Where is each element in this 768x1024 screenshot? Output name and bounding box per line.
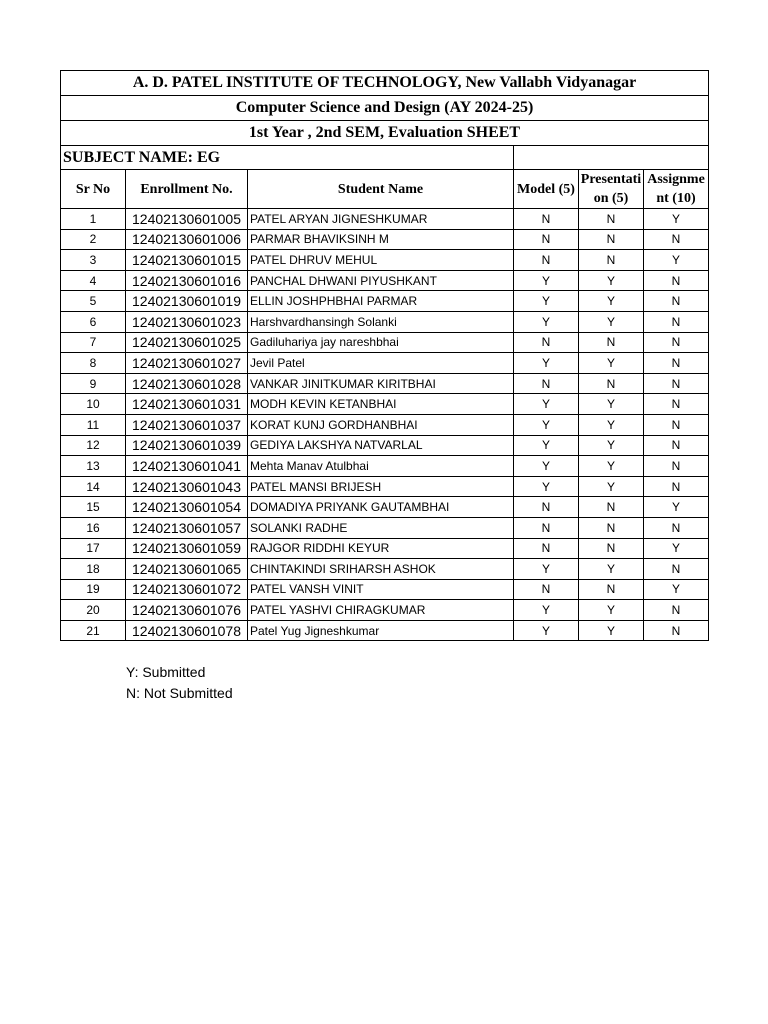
enrollment-cell: 12402130601019	[126, 291, 248, 312]
presentation-cell: Y	[579, 291, 644, 312]
presentation-cell: Y	[579, 394, 644, 415]
student-name-cell: PATEL MANSI BRIJESH	[248, 476, 514, 497]
column-header-enrollment: Enrollment No.	[126, 170, 248, 209]
column-header-name: Student Name	[248, 170, 514, 209]
student-name-cell: Mehta Manav Atulbhai	[248, 456, 514, 477]
model-cell: Y	[514, 270, 579, 291]
model-cell: Y	[514, 600, 579, 621]
student-name-cell: PANCHAL DHWANI PIYUSHKANT	[248, 270, 514, 291]
enrollment-cell: 12402130601037	[126, 414, 248, 435]
column-header-model: Model (5)	[514, 170, 579, 209]
column-header-sr: Sr No	[61, 170, 126, 209]
student-name-cell: PATEL YASHVI CHIRAGKUMAR	[248, 600, 514, 621]
model-cell: N	[514, 332, 579, 353]
student-name-cell: SOLANKI RADHE	[248, 517, 514, 538]
model-cell: N	[514, 209, 579, 230]
student-name-cell: CHINTAKINDI SRIHARSH ASHOK	[248, 559, 514, 580]
table-row	[61, 209, 709, 230]
enrollment-cell: 12402130601072	[126, 579, 248, 600]
assignment-cell: Y	[644, 497, 709, 518]
enrollment-cell: 12402130601005	[126, 209, 248, 230]
assignment-cell: Y	[644, 209, 709, 230]
model-cell: Y	[514, 620, 579, 641]
column-header-presentation	[579, 170, 644, 209]
model-cell: Y	[514, 476, 579, 497]
model-cell: N	[514, 517, 579, 538]
table-row	[61, 414, 709, 435]
enrollment-cell: 12402130601076	[126, 600, 248, 621]
column-header-assignment-text: Assignment (10)	[647, 172, 705, 206]
presentation-cell: N	[579, 250, 644, 271]
sr-cell: 12	[61, 435, 126, 456]
table-row	[61, 476, 709, 497]
model-cell: N	[514, 579, 579, 600]
presentation-cell: Y	[579, 435, 644, 456]
sr-cell: 10	[61, 394, 126, 415]
table-row	[61, 250, 709, 271]
table-row	[61, 332, 709, 353]
legend	[126, 662, 233, 704]
presentation-cell: N	[579, 538, 644, 559]
student-name-cell: Harshvardhansingh Solanki	[248, 311, 514, 332]
assignment-cell: N	[644, 456, 709, 477]
assignment-cell: N	[644, 559, 709, 580]
sr-cell: 14	[61, 476, 126, 497]
table-row	[61, 559, 709, 580]
sr-cell: 13	[61, 456, 126, 477]
enrollment-cell: 12402130601059	[126, 538, 248, 559]
sr-cell: 15	[61, 497, 126, 518]
sr-cell: 6	[61, 311, 126, 332]
table-row	[61, 456, 709, 477]
presentation-cell: Y	[579, 353, 644, 374]
enrollment-cell: 12402130601023	[126, 311, 248, 332]
enrollment-cell: 12402130601039	[126, 435, 248, 456]
enrollment-cell: 12402130601006	[126, 229, 248, 250]
assignment-cell: N	[644, 270, 709, 291]
sr-cell: 1	[61, 209, 126, 230]
enrollment-cell: 12402130601065	[126, 559, 248, 580]
sr-cell: 8	[61, 353, 126, 374]
model-cell: Y	[514, 456, 579, 477]
sr-cell: 5	[61, 291, 126, 312]
presentation-cell: Y	[579, 600, 644, 621]
presentation-cell: Y	[579, 476, 644, 497]
table-row	[61, 229, 709, 250]
model-cell: Y	[514, 435, 579, 456]
sheet-title: 1st Year , 2nd SEM, Evaluation SHEET	[61, 121, 709, 146]
subject-name: SUBJECT NAME: EG	[61, 146, 514, 170]
student-name-cell: Patel Yug Jigneshkumar	[248, 620, 514, 641]
table-row	[61, 497, 709, 518]
sr-cell: 4	[61, 270, 126, 291]
student-name-cell: PATEL VANSH VINIT	[248, 579, 514, 600]
table-row	[61, 538, 709, 559]
assignment-cell: N	[644, 414, 709, 435]
student-name-cell: ELLIN JOSHPHBHAI PARMAR	[248, 291, 514, 312]
presentation-cell: N	[579, 209, 644, 230]
table-row	[61, 620, 709, 641]
table-row	[61, 270, 709, 291]
assignment-cell: N	[644, 311, 709, 332]
student-name-cell: PARMAR BHAVIKSINH M	[248, 229, 514, 250]
assignment-cell: Y	[644, 538, 709, 559]
enrollment-cell: 12402130601057	[126, 517, 248, 538]
enrollment-cell: 12402130601031	[126, 394, 248, 415]
model-cell: Y	[514, 311, 579, 332]
sr-cell: 16	[61, 517, 126, 538]
presentation-cell: N	[579, 332, 644, 353]
presentation-cell: Y	[579, 620, 644, 641]
presentation-cell: Y	[579, 559, 644, 580]
evaluation-sheet-table	[60, 70, 709, 641]
presentation-cell: N	[579, 579, 644, 600]
assignment-cell: Y	[644, 250, 709, 271]
table-row	[61, 311, 709, 332]
assignment-cell: N	[644, 620, 709, 641]
assignment-cell: Y	[644, 579, 709, 600]
table-row	[61, 291, 709, 312]
enrollment-cell: 12402130601028	[126, 373, 248, 394]
student-name-cell: RAJGOR RIDDHI KEYUR	[248, 538, 514, 559]
student-name-cell: PATEL ARYAN JIGNESHKUMAR	[248, 209, 514, 230]
assignment-cell: N	[644, 373, 709, 394]
assignment-cell: N	[644, 229, 709, 250]
student-name-cell: VANKAR JINITKUMAR KIRITBHAI	[248, 373, 514, 394]
presentation-cell: Y	[579, 456, 644, 477]
assignment-cell: N	[644, 291, 709, 312]
model-cell: Y	[514, 559, 579, 580]
student-name-cell: GEDIYA LAKSHYA NATVARLAL	[248, 435, 514, 456]
model-cell: Y	[514, 414, 579, 435]
sr-cell: 7	[61, 332, 126, 353]
student-name-cell: KORAT KUNJ GORDHANBHAI	[248, 414, 514, 435]
table-row	[61, 435, 709, 456]
sr-cell: 2	[61, 229, 126, 250]
enrollment-cell: 12402130601041	[126, 456, 248, 477]
assignment-cell: N	[644, 600, 709, 621]
sr-cell: 3	[61, 250, 126, 271]
presentation-cell: N	[579, 373, 644, 394]
sr-cell: 9	[61, 373, 126, 394]
table-row	[61, 394, 709, 415]
assignment-cell: N	[644, 394, 709, 415]
table-row	[61, 517, 709, 538]
enrollment-cell: 12402130601078	[126, 620, 248, 641]
enrollment-cell: 12402130601025	[126, 332, 248, 353]
sr-cell: 21	[61, 620, 126, 641]
assignment-cell: N	[644, 332, 709, 353]
table-row	[61, 353, 709, 374]
sr-cell: 11	[61, 414, 126, 435]
presentation-cell: N	[579, 497, 644, 518]
sr-cell: 19	[61, 579, 126, 600]
model-cell: Y	[514, 291, 579, 312]
model-cell: N	[514, 373, 579, 394]
table-row	[61, 579, 709, 600]
enrollment-cell: 12402130601027	[126, 353, 248, 374]
assignment-cell: N	[644, 517, 709, 538]
assignment-cell: N	[644, 435, 709, 456]
enrollment-cell: 12402130601043	[126, 476, 248, 497]
subject-blank-cell	[514, 146, 709, 170]
student-name-cell: Gadiluhariya jay nareshbhai	[248, 332, 514, 353]
presentation-cell: N	[579, 517, 644, 538]
model-cell: Y	[514, 394, 579, 415]
table-row	[61, 600, 709, 621]
student-name-cell: PATEL DHRUV MEHUL	[248, 250, 514, 271]
legend-submitted: Y: Submitted	[126, 664, 206, 680]
assignment-cell: N	[644, 353, 709, 374]
sr-cell: 17	[61, 538, 126, 559]
student-name-cell: MODH KEVIN KETANBHAI	[248, 394, 514, 415]
enrollment-cell: 12402130601016	[126, 270, 248, 291]
sr-cell: 18	[61, 559, 126, 580]
table-row	[61, 373, 709, 394]
model-cell: N	[514, 538, 579, 559]
department-title: Computer Science and Design (AY 2024-25)	[61, 96, 709, 121]
column-header-presentation-text: Presentation (5)	[580, 172, 642, 206]
presentation-cell: Y	[579, 311, 644, 332]
student-name-cell: Jevil Patel	[248, 353, 514, 374]
legend-not-submitted: N: Not Submitted	[126, 685, 233, 701]
model-cell: N	[514, 250, 579, 271]
student-name-cell: DOMADIYA PRIYANK GAUTAMBHAI	[248, 497, 514, 518]
sr-cell: 20	[61, 600, 126, 621]
assignment-cell: N	[644, 476, 709, 497]
model-cell: Y	[514, 353, 579, 374]
institute-title: A. D. PATEL INSTITUTE OF TECHNOLOGY, New Vallabh Vidyanagar	[61, 71, 709, 96]
presentation-cell: Y	[579, 270, 644, 291]
model-cell: N	[514, 497, 579, 518]
model-cell: N	[514, 229, 579, 250]
presentation-cell: Y	[579, 414, 644, 435]
presentation-cell: N	[579, 229, 644, 250]
enrollment-cell: 12402130601015	[126, 250, 248, 271]
column-header-assignment	[644, 170, 709, 209]
enrollment-cell: 12402130601054	[126, 497, 248, 518]
